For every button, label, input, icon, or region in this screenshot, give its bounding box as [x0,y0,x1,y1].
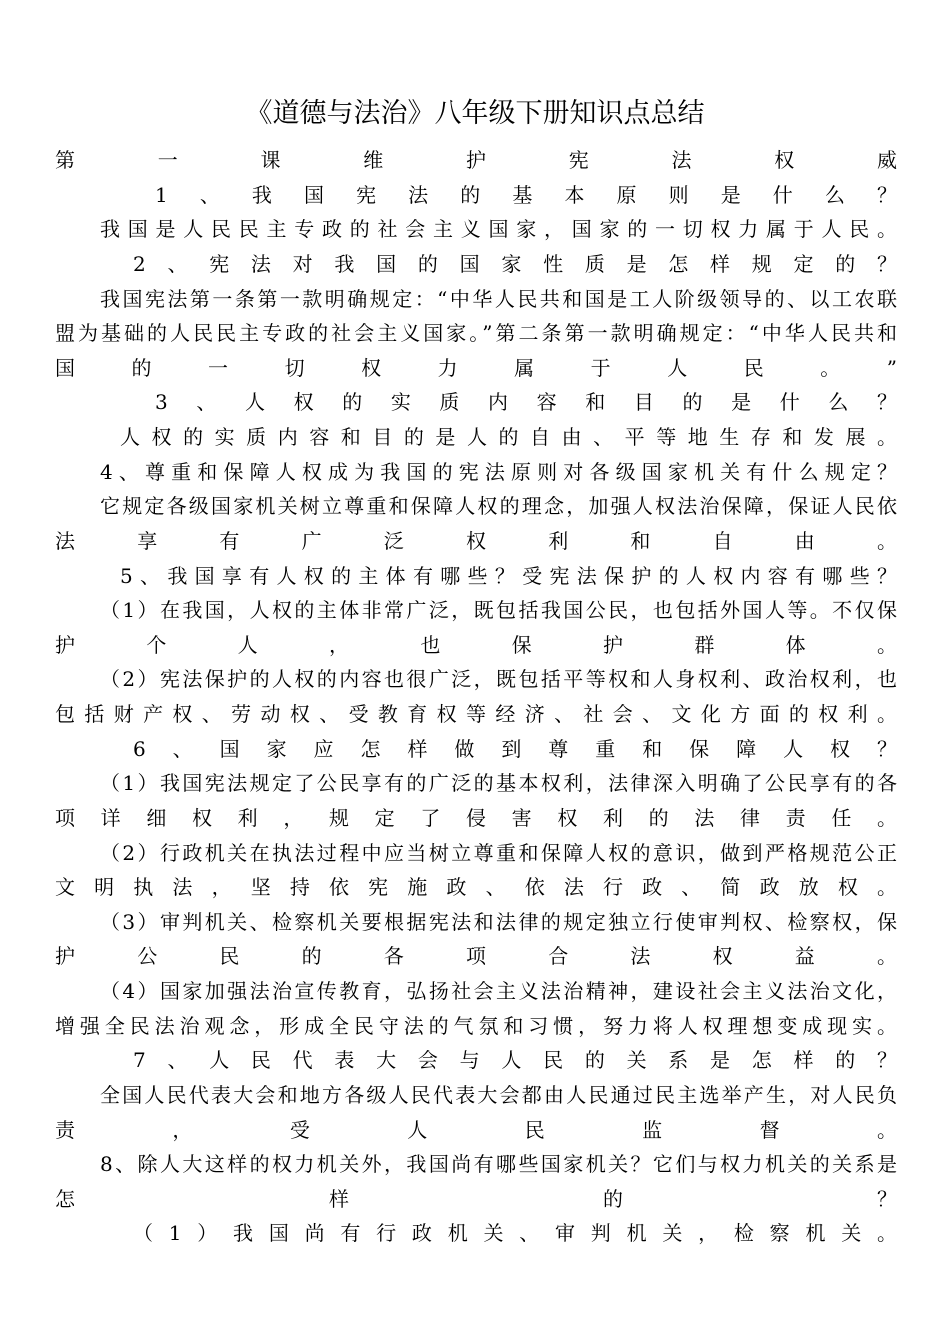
answer-4-line-2: 法享有广泛权利和自由。 [55,529,897,553]
answer-6-1-line-2: 项详细权利，规定了侵害权利的法律责任。 [55,806,897,830]
answer-6-3-line-1: （3）审判机关、检察机关要根据宪法和法律的规定独立行使审判权、检察权，保 [100,910,897,934]
question-1: 1、我国宪法的基本原则是什么？ [155,183,897,207]
answer-6-4-line-2: 增强全民法治观念，形成全民守法的气氛和习惯，努力将人权理想变成现实。 [55,1014,897,1038]
answer-6-2-line-2: 文明执法，坚持依宪施政、依法行政、简政放权。 [55,875,897,899]
question-8-line-2: 怎样的？ [55,1187,897,1211]
question-3: 3、人权的实质内容和目的是什么？ [155,390,897,414]
question-2: 2、宪法对我国的国家性质是怎样规定的？ [133,252,897,276]
answer-1: 我国是人民民主专政的社会主义国家，国家的一切权力属于人民。 [100,217,897,241]
question-8-line-1: 8、除人大这样的权力机关外，我国尚有哪些国家机关？它们与权力机关的关系是 [100,1152,897,1176]
answer-5-1-line-1: （1）在我国，人权的主体非常广泛，既包括我国公民，也包括外国人等。不仅保 [100,598,897,622]
answer-2-line-2: 盟为基础的人民民主专政的社会主义国家。”第二条第一款明确规定：“中华人民共和 [55,321,897,345]
answer-3: 人权的实质内容和目的是人的自由、平等地生存和发展。 [120,425,897,449]
lesson-heading: 第 一 课 维 护 宪 法 权 威 [55,148,897,172]
question-7: 7、人民代表大会与人民的关系是怎样的？ [133,1048,897,1072]
answer-2-line-3: 国的一切权力属于人民。” [55,356,897,380]
answer-6-3-line-2: 护公民的各项合法权益。 [55,944,897,968]
question-4: 4、尊重和保障人权成为我国的宪法原则对各级国家机关有什么规定？ [100,460,897,484]
question-6: 6、国家应怎样做到尊重和保障人权？ [133,737,897,761]
answer-7-line-2: 责，受人民监督。 [55,1118,897,1142]
question-5: 5、我国享有人权的主体有哪些？受宪法保护的人权内容有哪些？ [120,564,897,588]
answer-5-2-line-1: （2）宪法保护的人权的内容也很广泛，既包括平等权和人身权利、政治权利，也 [100,667,897,691]
document-title: 《道德与法治》八年级下册知识点总结 [245,98,705,129]
answer-7-line-1: 全国人民代表大会和地方各级人民代表大会都由人民通过民主选举产生，对人民负 [100,1083,897,1107]
answer-6-2-line-1: （2）行政机关在执法过程中应当树立尊重和保障人权的意识，做到严格规范公正 [100,841,897,865]
answer-5-2-line-2: 包括财产权、劳动权、受教育权等经济、社会、文化方面的权利。 [55,702,897,726]
answer-4-line-1: 它规定各级国家机关树立尊重和保障人权的理念，加强人权法治保障，保证人民依 [100,494,897,518]
answer-5-1-line-2: 护个人，也保护群体。 [55,633,897,657]
answer-2-line-1: 我国宪法第一条第一款明确规定：“中华人民共和国是工人阶级领导的、以工农联 [100,287,897,311]
answer-8-1: （1）我国尚有行政机关、审判机关，检察机关。 [133,1221,897,1245]
answer-6-4-line-1: （4）国家加强法治宣传教育，弘扬社会主义法治精神，建设社会主义法治文化， [100,979,897,1003]
answer-6-1-line-1: （1）我国宪法规定了公民享有的广泛的基本权利，法律深入明确了公民享有的各 [100,771,897,795]
